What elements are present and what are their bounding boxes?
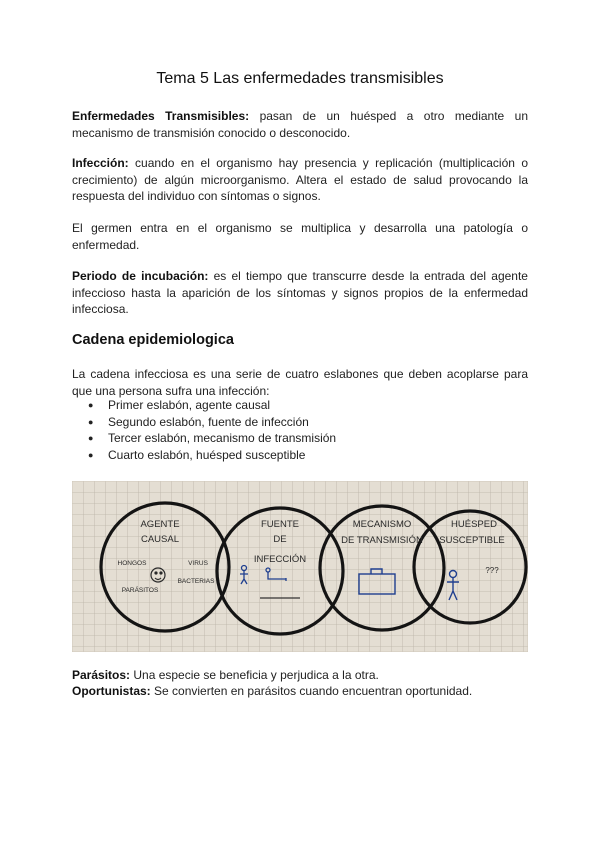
definition-parasitos: [72, 667, 528, 684]
term-label: Parásitos:: [72, 668, 131, 682]
germen-paragraph: El germen entra en el organismo se multiplica y desarrolla una patología o enfermedad.: [72, 221, 528, 252]
hongos-label: HONGOS: [117, 560, 147, 567]
mecanismo-label: MECANISMO: [352, 519, 412, 530]
parasitos-label: PARÁSITOS: [121, 587, 159, 594]
term-label: Periodo de incubación:: [72, 269, 209, 283]
list-item: ● Segundo eslabón, fuente de infección: [72, 414, 528, 431]
definition-incubacion: [72, 268, 528, 318]
susceptible-label: SUSCEPTIBLE: [439, 535, 505, 546]
definition-infeccion: [72, 155, 528, 205]
transmision-label: DE TRANSMISIÓN: [341, 535, 423, 546]
section-heading: Cadena epidemiologica: [72, 332, 234, 348]
bacterias-label: BACTERIAS: [177, 578, 215, 585]
definition-text: cuando en el organismo hay presencia y replicación (multiplicación o crecimiento) de algún microorganismo. Altera el estado de salud provocando la respuesta del individuo con síntomas o signos.: [72, 156, 528, 203]
de-label: DE: [273, 534, 287, 545]
bullet-list: [72, 397, 528, 463]
definition-text: Se convierten en parásitos cuando encuentran oportunidad.: [150, 684, 473, 698]
page-title: Tema 5 Las enfermedades transmisibles: [156, 70, 444, 87]
list-item: ● Primer eslabón, agente causal: [72, 397, 528, 414]
agente-label: AGENTE: [140, 519, 180, 530]
causal-label: CAUSAL: [140, 534, 180, 545]
term-label: Oportunistas:: [72, 684, 151, 698]
list-item: ● Cuarto eslabón, huésped susceptible: [72, 447, 528, 464]
section-intro: La cadena infecciosa es una serie de cuatro eslabones que deben acoplarse para que una persona sufra una infección:: [72, 367, 528, 398]
infeccion-label: INFECCIÓN: [253, 554, 307, 565]
definition-text: Una especie se beneficia y perjudica a la otra.: [130, 668, 379, 682]
list-item: ● Tercer eslabón, mecanismo de transmisión: [72, 430, 528, 447]
definition-text: pasan de un huésped a otro mediante un mecanismo de transmisión conocido o desconocido.: [72, 109, 528, 140]
term-label: Infección:: [72, 156, 129, 170]
term-label: Enfermedades Transmisibles:: [72, 109, 250, 123]
definition-oportunistas: [72, 683, 528, 700]
question-marks: ???: [485, 566, 499, 575]
chain-diagram-photo: [72, 481, 528, 652]
huesped-label: HUÉSPED: [451, 519, 497, 530]
fuente-label: FUENTE: [261, 519, 299, 530]
virus-label: VIRUS: [188, 560, 208, 567]
definition-enfermedades: [72, 108, 528, 141]
definition-text: es el tiempo que transcurre desde la entrada del agente infeccioso hasta la aparición de los síntomas y signos propios de la enfermedad infecciosa.: [72, 269, 528, 316]
